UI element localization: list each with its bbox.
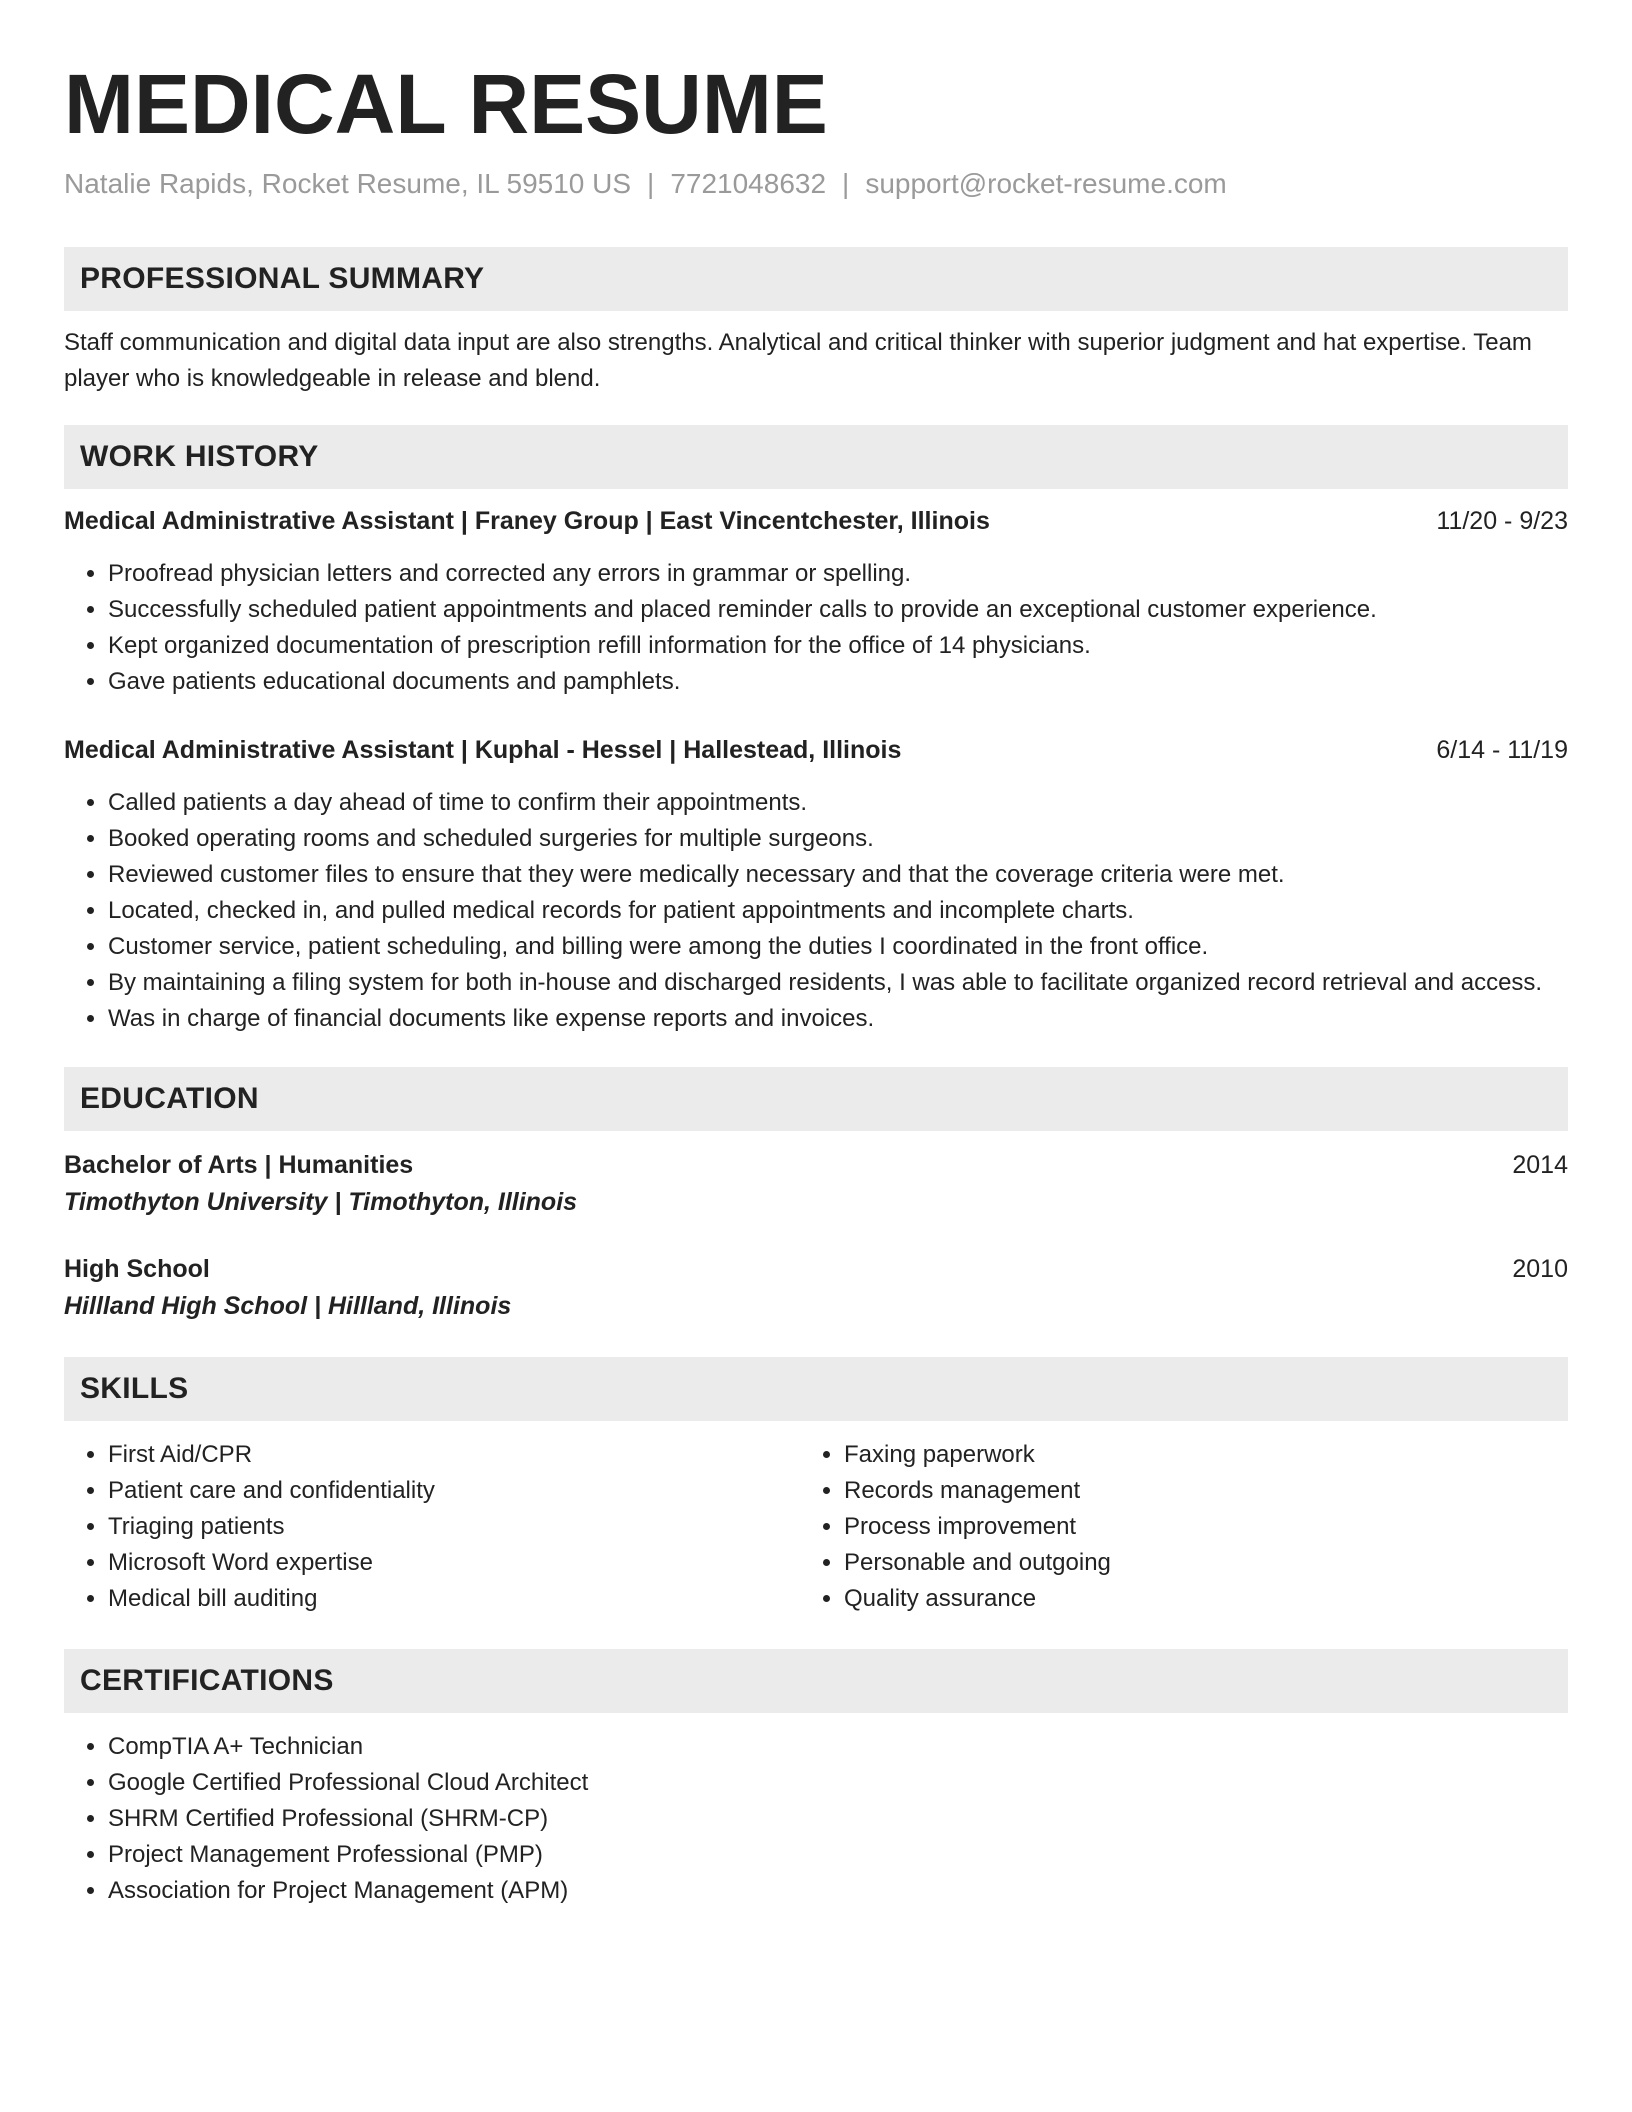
- list-item: • By maintaining a filing system for both in-house and discharged residents, I was able to facilitate organized record retrieval and access.: [108, 965, 1568, 1001]
- education-school: Timothyton University | Timothyton, Illinois: [64, 1188, 578, 1216]
- job-header: [64, 503, 1568, 539]
- skills-column-left: [64, 1437, 800, 1617]
- job-entry: [64, 732, 1568, 1037]
- education-year: 2014: [1512, 1151, 1568, 1179]
- contact-address: Natalie Rapids, Rocket Resume, IL 59510 US: [64, 168, 632, 199]
- job-bullets: [64, 556, 1568, 700]
- education-school: Hillland High School | Hillland, Illinois: [64, 1292, 512, 1320]
- skill-item: • Quality assurance: [844, 1581, 1536, 1617]
- contact-separator: |: [842, 168, 850, 199]
- job-bullets: [64, 785, 1568, 1037]
- list-item: • Successfully scheduled patient appointments and placed reminder calls to provide an exceptional customer experience.: [108, 592, 1568, 628]
- skill-item: • Personable and outgoing: [844, 1545, 1536, 1581]
- certification-item: • SHRM Certified Professional (SHRM-CP): [108, 1801, 1568, 1837]
- skill-item: • Faxing paperwork: [844, 1437, 1536, 1473]
- list-item: • Proofread physician letters and corrected any errors in grammar or spelling.: [108, 556, 1568, 592]
- contact-separator: |: [647, 168, 655, 199]
- skills-grid: [64, 1437, 1568, 1617]
- list-item: • Was in charge of financial documents like expense reports and invoices.: [108, 1001, 1568, 1037]
- skill-item: • Triaging patients: [108, 1509, 800, 1545]
- education-degree: Bachelor of Arts | Humanities: [64, 1151, 414, 1179]
- list-item: • Reviewed customer files to ensure that they were medically necessary and that the coverage criteria were met.: [108, 857, 1568, 893]
- list-item: • Customer service, patient scheduling, and billing were among the duties I coordinated in the front office.: [108, 929, 1568, 965]
- contact-phone: 7721048632: [670, 168, 827, 199]
- certification-item: • Project Management Professional (PMP): [108, 1837, 1568, 1873]
- education-entry: [64, 1147, 1568, 1221]
- certification-item: • CompTIA A+ Technician: [108, 1729, 1568, 1765]
- job-entry: [64, 503, 1568, 700]
- education-year: 2010: [1512, 1255, 1568, 1283]
- skill-item: • Microsoft Word expertise: [108, 1545, 800, 1581]
- list-item: • Gave patients educational documents and pamphlets.: [108, 664, 1568, 700]
- list-item: • Booked operating rooms and scheduled surgeries for multiple surgeons.: [108, 821, 1568, 857]
- contact-line: [64, 164, 1568, 204]
- certification-item: • Google Certified Professional Cloud Architect: [108, 1765, 1568, 1801]
- contact-email: support@rocket-resume.com: [865, 168, 1227, 199]
- list-item: • Called patients a day ahead of time to confirm their appointments.: [108, 785, 1568, 821]
- skill-item: • Patient care and confidentiality: [108, 1473, 800, 1509]
- section-heading-work-history: WORK HISTORY: [64, 425, 1568, 489]
- education-header: [64, 1251, 1568, 1287]
- education-header: [64, 1147, 1568, 1183]
- section-heading-certifications: CERTIFICATIONS: [64, 1649, 1568, 1713]
- job-dates: 6/14 - 11/19: [1436, 736, 1568, 764]
- page-title: MEDICAL RESUME: [64, 57, 828, 151]
- job-header: [64, 732, 1568, 768]
- certification-item: • Association for Project Management (APM): [108, 1873, 1568, 1909]
- list-item: • Kept organized documentation of prescription refill information for the office of 14 physicians.: [108, 628, 1568, 664]
- certifications-list: [64, 1729, 1568, 1909]
- section-heading-skills: SKILLS: [64, 1357, 1568, 1421]
- list-item: • Located, checked in, and pulled medical records for patient appointments and incomplete charts.: [108, 893, 1568, 929]
- skill-item: • Records management: [844, 1473, 1536, 1509]
- section-heading-education: EDUCATION: [64, 1067, 1568, 1131]
- section-heading-summary: PROFESSIONAL SUMMARY: [64, 247, 1568, 311]
- education-entry: [64, 1251, 1568, 1325]
- skill-item: • Process improvement: [844, 1509, 1536, 1545]
- job-title: Medical Administrative Assistant | Kuphal - Hessel | Hallestead, Illinois: [64, 736, 902, 764]
- job-title: Medical Administrative Assistant | Franey Group | East Vincentchester, Illinois: [64, 507, 990, 535]
- job-dates: 11/20 - 9/23: [1436, 507, 1568, 535]
- skill-item: • First Aid/CPR: [108, 1437, 800, 1473]
- education-degree: High School: [64, 1255, 210, 1283]
- skill-item: • Medical bill auditing: [108, 1581, 800, 1617]
- summary-text: Staff communication and digital data input are also strengths. Analytical and critical thinker with superior judgment and hat expertise. Team player who is knowledgeable in release and blend.: [64, 329, 1532, 392]
- skills-column-right: [800, 1437, 1536, 1617]
